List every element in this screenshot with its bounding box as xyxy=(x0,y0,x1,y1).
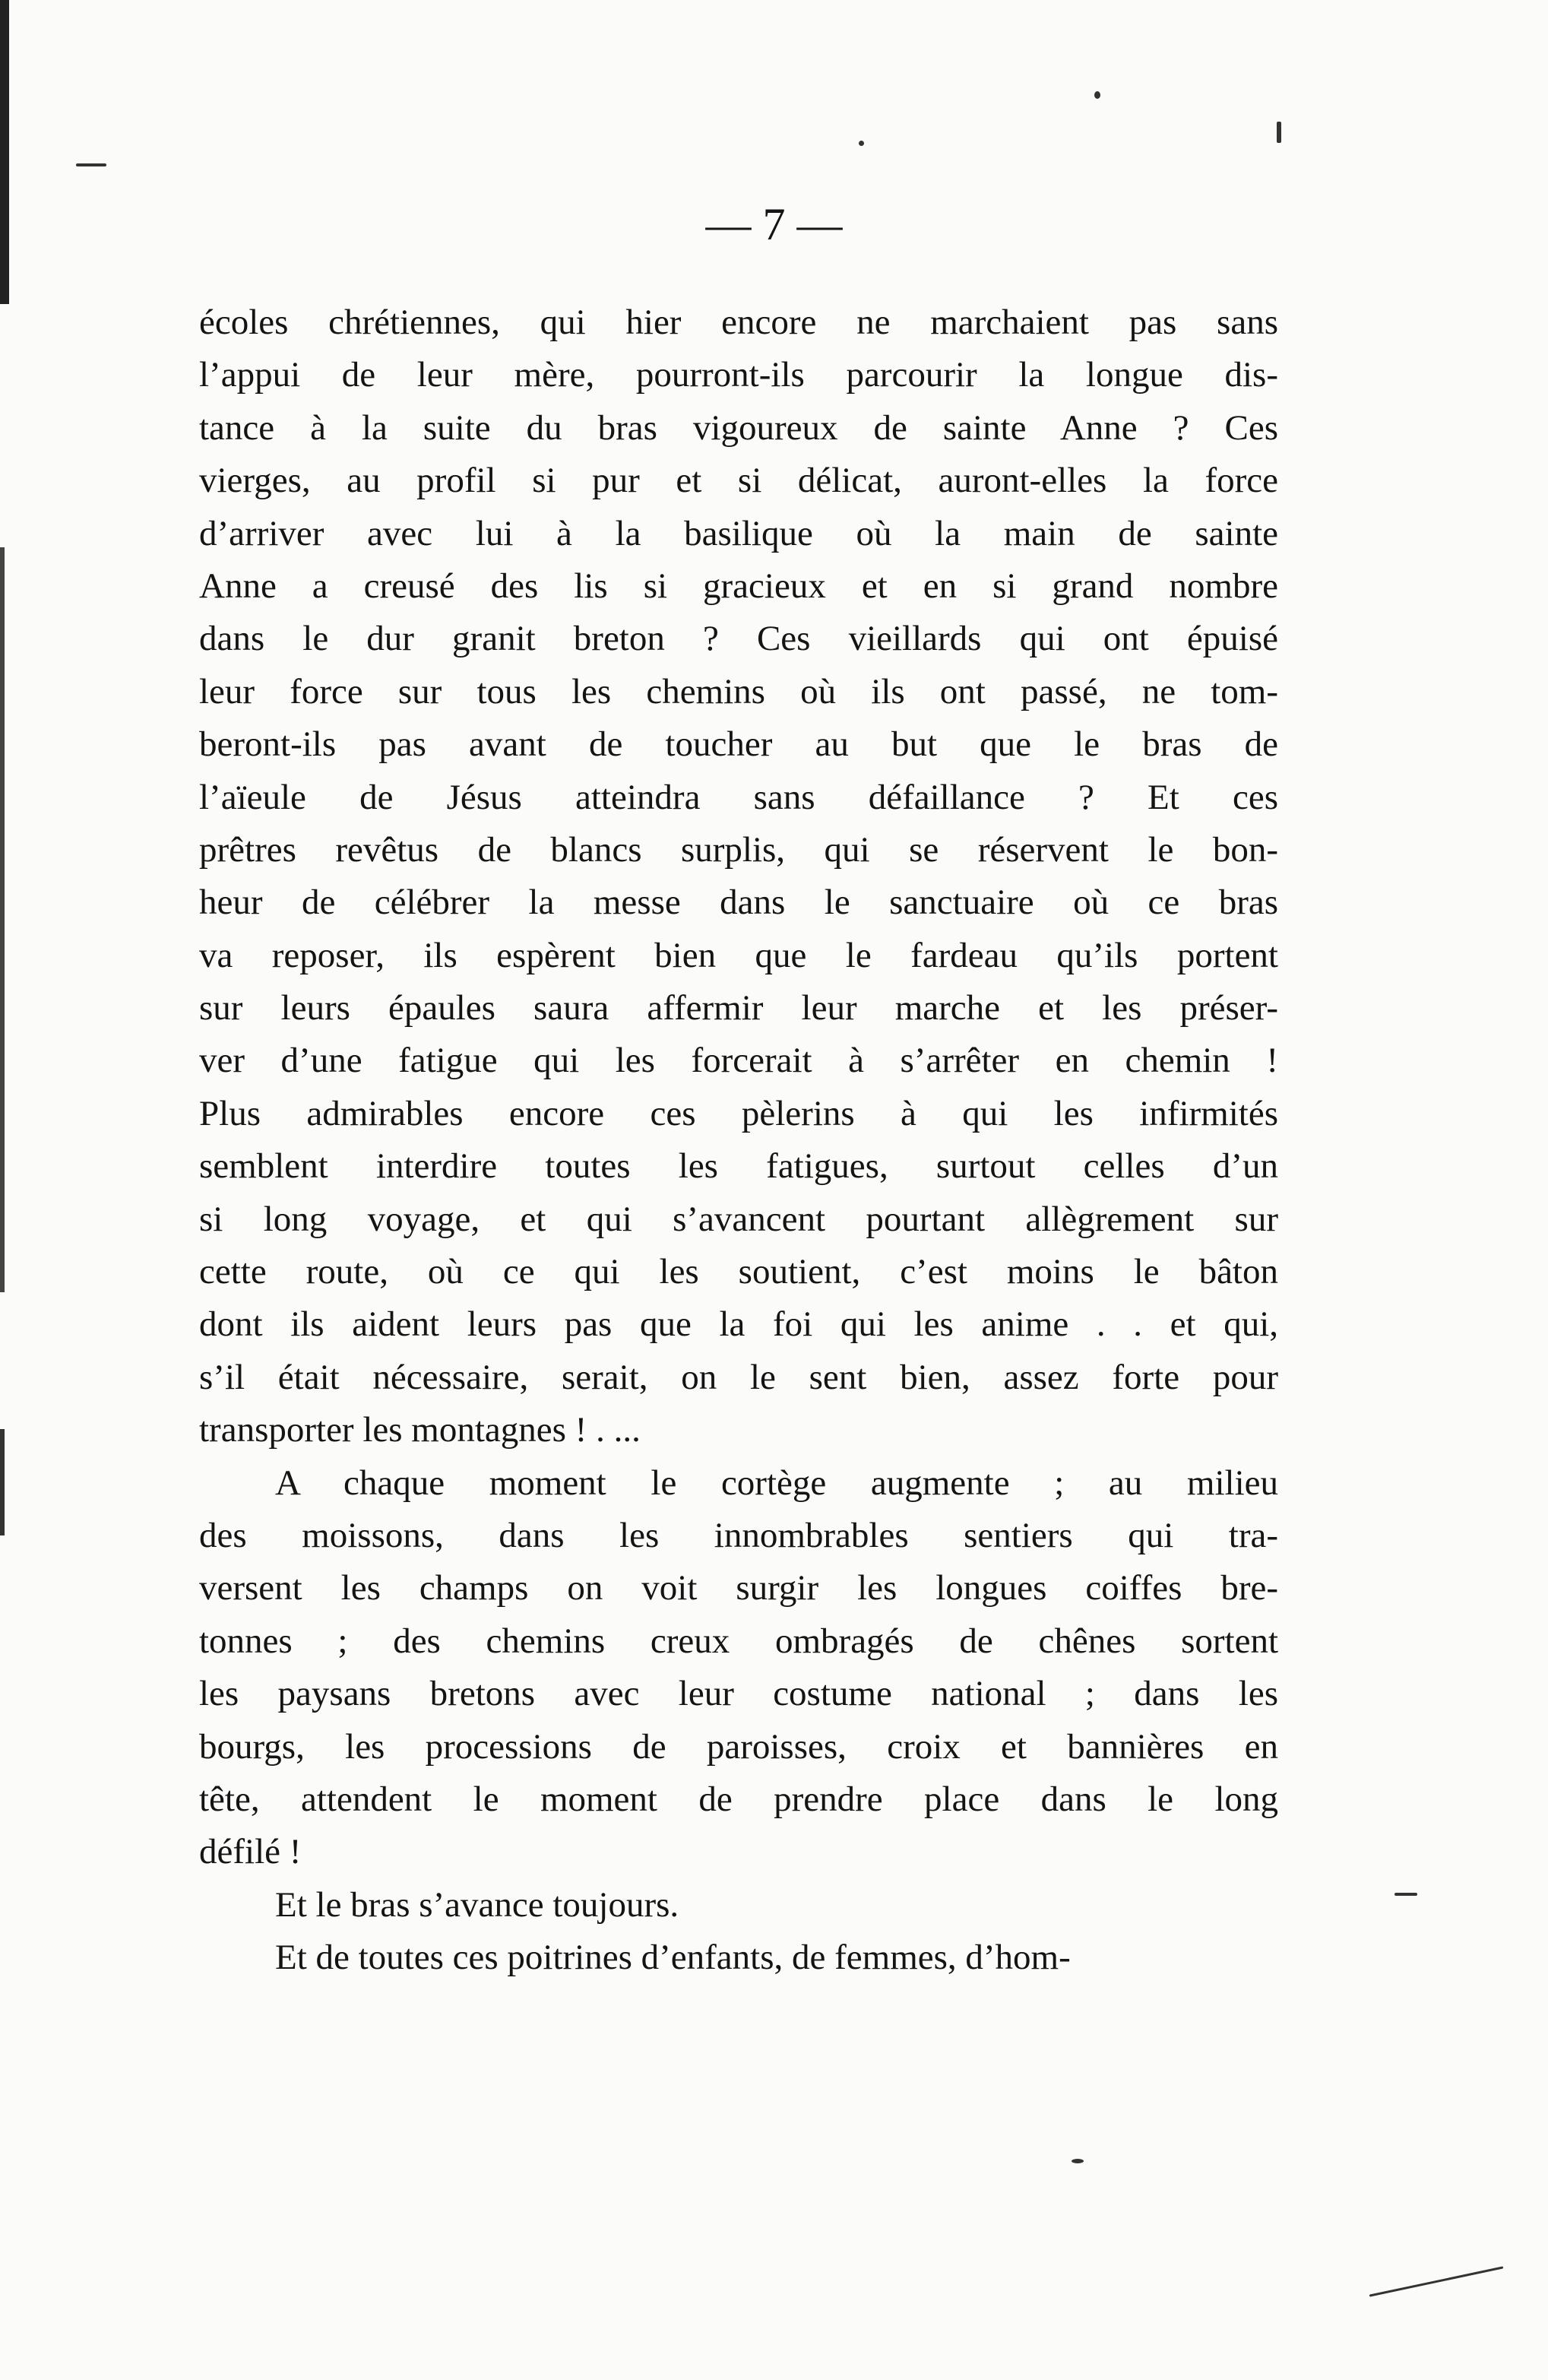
page-number: — 7 — xyxy=(705,199,843,249)
text-line: d’arriver avec lui à la basilique où la main de sainte xyxy=(199,513,1278,553)
text-line: l’aïeule de Jésus atteindra sans défaillance ? Et ces xyxy=(199,777,1278,817)
text-line: Et de toutes ces poitrines d’enfants, de femmes, d’hom- xyxy=(275,1938,1071,1978)
page-edge-shadow xyxy=(0,0,9,304)
text-line: A chaque moment le cortège augmente ; au milieu xyxy=(275,1463,1278,1503)
print-speck xyxy=(1277,122,1281,143)
text-line: s’il était nécessaire, serait, on le sent bien, assez forte pour xyxy=(199,1357,1278,1397)
paragraph-4 xyxy=(199,1932,1278,1984)
text-line: l’appui de leur mère, pourront-ils parcourir la longue dis- xyxy=(199,355,1278,395)
text-line: tonnes ; des chemins creux ombragés de chênes sortent xyxy=(199,1621,1278,1661)
page-edge-shadow xyxy=(0,1429,5,1535)
text-line: va reposer, ils espèrent bien que le fardeau qu’ils portent xyxy=(199,935,1278,975)
text-line: sur leurs épaules saura affermir leur marche et les préser- xyxy=(199,988,1278,1028)
print-speck xyxy=(1094,91,1100,99)
paragraph-3 xyxy=(199,1879,1278,1932)
text-line: semblent interdire toutes les fatigues, surtout celles d’un xyxy=(199,1146,1278,1187)
text-line: versent les champs on voit surgir les longues coiffes bre- xyxy=(199,1568,1278,1608)
text-line: Et le bras s’avance toujours. xyxy=(275,1884,679,1925)
page-edge-shadow xyxy=(0,547,5,1292)
print-speck xyxy=(1369,2266,1504,2296)
text-line: défilé ! xyxy=(199,1832,302,1872)
print-speck xyxy=(76,163,106,166)
print-speck xyxy=(1394,1893,1417,1896)
text-line: cette route, où ce qui les soutient, c’est moins le bâton xyxy=(199,1252,1278,1292)
text-line: écoles chrétiennes, qui hier encore ne marchaient pas sans xyxy=(199,303,1278,342)
text-line: transporter les montagnes ! . ... xyxy=(199,1410,641,1450)
text-line: si long voyage, et qui s’avancent pourtant allègrement sur xyxy=(199,1199,1278,1239)
text-line: tête, attendent le moment de prendre place dans le long xyxy=(199,1779,1278,1819)
text-line: vierges, au profil si pur et si délicat, auront-elles la force xyxy=(199,461,1278,501)
text-line: ver d’une fatigue qui les forcerait à s’arrêter en chemin ! xyxy=(199,1041,1278,1081)
text-line: les paysans bretons avec leur costume national ; dans les xyxy=(199,1674,1278,1714)
text-line: Plus admirables encore ces pèlerins à qui les infirmités xyxy=(199,1093,1278,1133)
text-line: prêtres revêtus de blancs surplis, qui se réservent le bon- xyxy=(199,829,1278,870)
text-line: leur force sur tous les chemins où ils ont passé, ne tom- xyxy=(199,671,1278,711)
paragraph-1 xyxy=(199,296,1278,1457)
print-speck xyxy=(859,141,864,146)
text-line: des moissons, dans les innombrables sentiers qui tra- xyxy=(199,1515,1278,1555)
text-line: Anne a creusé des lis si gracieux et en si grand nombre xyxy=(199,566,1278,606)
text-line: dont ils aident leurs pas que la foi qui les anime . . et qui, xyxy=(199,1304,1278,1345)
text-line: tance à la suite du bras vigoureux de sainte Anne ? Ces xyxy=(199,407,1278,448)
text-line: beront-ils pas avant de toucher au but que le bras de xyxy=(199,724,1278,765)
text-line: dans le dur granit breton ? Ces vieillards qui ont épuisé xyxy=(199,619,1278,659)
print-speck xyxy=(1072,2159,1084,2163)
paragraph-2 xyxy=(199,1457,1278,1879)
text-line: bourgs, les processions de paroisses, croix et bannières en xyxy=(199,1726,1278,1767)
body-text xyxy=(199,296,1278,1985)
text-line: heur de célébrer la messe dans le sanctuaire où ce bras xyxy=(199,883,1278,923)
